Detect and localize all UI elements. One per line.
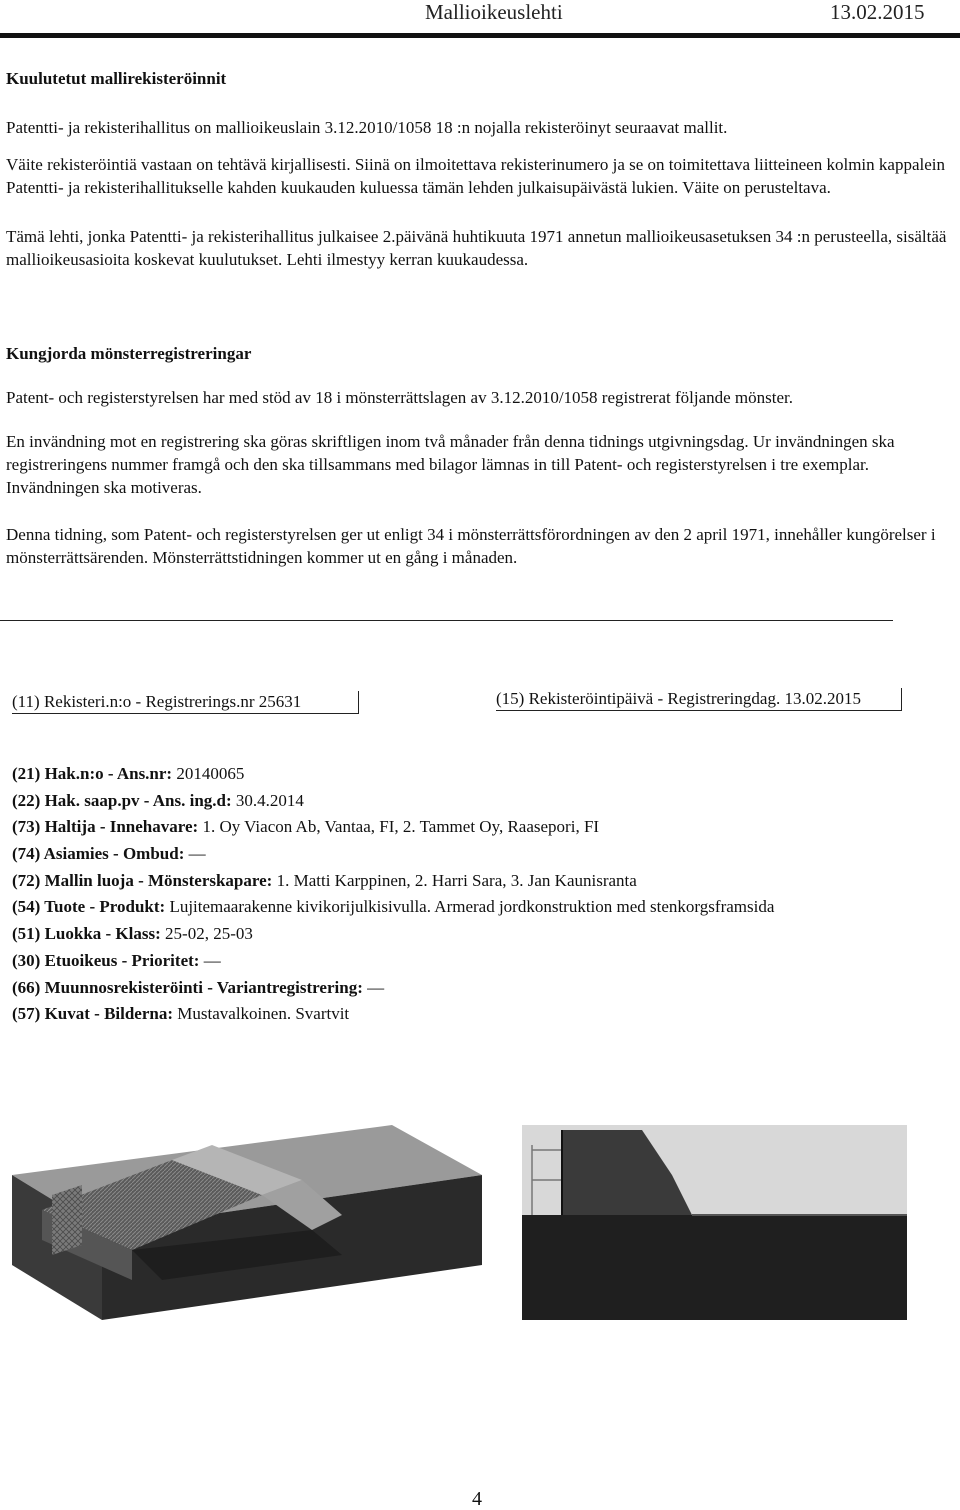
field-designer [12, 870, 942, 897]
field-label: (30) Etuoikeus - Prioritet: [12, 950, 200, 970]
finnish-paragraph-2: Väite rekisteröintiä vastaan on tehtävä kirjallisesti. Siinä on ilmoitettava rekisterinumero ja se on toimitettava liitteineen kolmin kappalein Patentti- ja rekisterihallitukselle kahden kuukauden kuluessa tämän lehden julkaisupäivästä lukien. Väite on perusteltava. [6, 155, 945, 197]
page-number: 4 [472, 1488, 482, 1510]
field-product [12, 896, 942, 923]
field-application-number [12, 763, 942, 790]
field-label: (74) Asiamies - Ombud: [12, 844, 185, 864]
section-view-drawing [522, 1125, 907, 1320]
publication-title: Mallioikeuslehti [425, 0, 563, 24]
finnish-heading: Kuulutetut mallirekisteröinnit [6, 69, 227, 88]
field-value: 30.4.2014 [231, 790, 304, 810]
field-holder [12, 816, 942, 843]
design-drawings [12, 1115, 912, 1320]
field-value: — [362, 977, 385, 997]
registration-number: (11) Rekisteri.n:o - Registrerings.nr 25631 [12, 691, 359, 714]
field-value: 20140065 [172, 764, 245, 783]
field-label: (72) Mallin luoja - Mönsterskapare: [12, 870, 273, 890]
field-label: (22) Hak. saap.pv - Ans. ing.d: [12, 790, 232, 810]
registration-fields [12, 763, 942, 1030]
swedish-paragraph-2: En invändning mot en registrering ska göras skriftligen inom två månader från denna tidnings utgivningsdag. Ur invändningen ska registreringens nummer framgå och den ska tillsammans med bilagor lämnas in till Patent- och registerstyrelsen i tre exemplar. Invändningen ska motiveras. [6, 432, 895, 497]
field-label: (54) Tuote - Produkt: [12, 897, 166, 917]
field-value: 25-02, 25-03 [160, 924, 253, 944]
field-value: 1. Oy Viacon Ab, Vantaa, FI, 2. Tammet Oy, Raasepori, FI [198, 817, 600, 837]
field-class [12, 923, 942, 950]
swedish-heading: Kungjorda mönsterregistreringar [6, 344, 252, 363]
field-label: (66) Muunnosrekisteröinti - Variantregistrering: [12, 977, 363, 997]
finnish-paragraph-3: Tämä lehti, jonka Patentti- ja rekisterihallitus julkaisee 2.päivänä huhtikuuta 1971 annetun mallioikeusasetuksen 34 :n perusteella, sisältää mallioikeusasioita koskevat kuulutukset. Lehti ilmestyy kerran kuukaudessa. [6, 227, 947, 269]
field-agent [12, 843, 942, 870]
registration-date: (15) Rekisteröintipäivä - Registreringdag. 13.02.2015 [496, 688, 902, 711]
finnish-paragraph-1: Patentti- ja rekisterihallitus on mallioikeuslain 3.12.2010/1058 18 :n nojalla rekisteröinyt seuraavat mallit. [6, 118, 728, 137]
header-rule [0, 33, 960, 38]
swedish-paragraph-3: Denna tidning, som Patent- och registerstyrelsen ger ut enligt 34 i mönsterrättsförordningen av den 2 april 1971, innehåller kungörelser i mönsterrättsärenden. Mönsterrättstidningen kommer ut en gång i månaden. [6, 525, 936, 567]
design-figures [12, 1115, 912, 1320]
field-value: Mustavalkoinen. Svartvit [173, 1004, 350, 1024]
field-variant-registration [12, 977, 942, 1004]
field-value: Lujitemaarakenne kivikorijulkisivulla. Armerad jordkonstruktion med stenkorgsframsida [165, 897, 775, 917]
field-value: — [199, 950, 221, 970]
field-images [12, 1003, 942, 1030]
field-filing-date [12, 790, 942, 817]
swedish-paragraph-1: Patent- och registerstyrelsen har med stöd av 18 i mönsterrättslagen av 3.12.2010/1058 registrerat följande mönster. [6, 388, 793, 407]
field-value: — [184, 844, 206, 864]
field-priority [12, 950, 942, 977]
publication-date: 13.02.2015 [830, 0, 925, 24]
field-label: (73) Haltija - Innehavare: [12, 817, 199, 837]
field-label: (21) Hak.n:o - Ans.nr: [12, 764, 173, 783]
section-separator [0, 620, 893, 621]
field-label: (57) Kuvat - Bilderna: [12, 1004, 174, 1024]
field-label: (51) Luokka - Klass: [12, 924, 161, 944]
isometric-view-drawing [12, 1125, 482, 1320]
field-value: 1. Matti Karppinen, 2. Harri Sara, 3. Jan Kaunisranta [272, 870, 637, 890]
